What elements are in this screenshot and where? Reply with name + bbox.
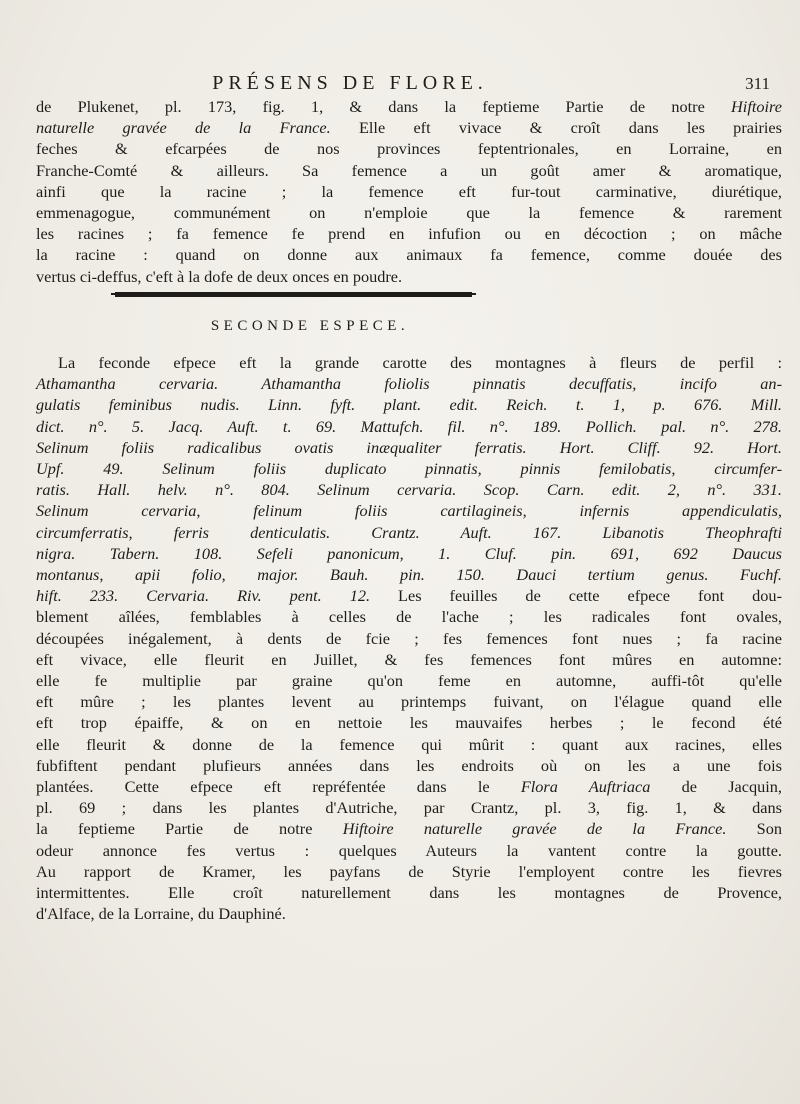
text-run-italic: montanus, apii folio, major. Bauh. pin. 150. Dauci tertium genus. Fuchf.	[36, 565, 782, 585]
text-run: de Plukenet, pl. 173, fig. 1, & dans la feptieme Partie de notre	[36, 97, 732, 116]
text-line	[36, 352, 782, 373]
text-run-italic: naturelle gravée de la France.	[36, 118, 331, 138]
text-run: pl. 69 ; dans les plantes d'Autriche, par Crantz, pl. 3, fig. 1, & dans	[36, 798, 782, 818]
text-line: les racines ; fa femence fe prend en infufion ou en décoction ; on mâche	[36, 224, 782, 244]
text-run: eft mûre ; les plantes levent au printemps fuivant, on l'élague quand elle	[36, 692, 782, 712]
paragraph-first	[36, 96, 782, 287]
text-run: La feconde efpece eft la grande carotte des montagnes à fleurs de perfil :	[58, 353, 782, 372]
text-run: elle fe multiplie par graine qu'on feme en automne, auffi-tôt qu'elle	[36, 671, 782, 691]
text-line	[36, 500, 782, 521]
text-line	[36, 670, 782, 691]
section-divider-rule	[115, 292, 472, 297]
text-line	[36, 564, 782, 585]
text-run: de Jacquin,	[650, 777, 782, 797]
text-line: la racine : quand on donne aux animaux fa femence, comme douée des	[36, 245, 782, 265]
text-run-italic: Flora Auftriaca	[520, 777, 651, 797]
text-run: découpées inégalement, à dents de fcie ; fes femences font nues ; fa racine	[36, 628, 782, 648]
text-line	[36, 628, 782, 649]
text-line	[36, 416, 782, 437]
text-run: fubfiftent pendant plufieurs années dans les endroits où on les a une fois	[36, 755, 782, 775]
text-run: blement aîlées, femblables à celles de l'ache ; les radicales font ovales,	[36, 607, 782, 627]
text-line	[36, 861, 782, 882]
text-line	[36, 712, 782, 733]
text-line: ainfi que la racine ; la femence eft fur-tout carminative, diurétique,	[36, 181, 782, 201]
text-line	[36, 691, 782, 712]
text-line	[36, 458, 782, 479]
text-line	[36, 437, 782, 458]
text-line	[36, 818, 782, 839]
text-line: vertus ci-deffus, c'eft à la dofe de deux onces en poudre.	[36, 266, 403, 286]
text-run-italic: circumferratis, ferris denticulatis. Crantz. Auft. 167. Libanotis Theophrafti	[36, 522, 782, 542]
text-run-italic: Athamantha cervaria. Athamantha foliolis pinnatis decuffatis, incifo an-	[36, 374, 782, 394]
text-line	[36, 479, 782, 500]
text-line	[36, 840, 782, 861]
text-run: elle fleurit & donne de la femence qui mûrit : quant aux racines, elles	[36, 734, 782, 754]
page-number: 311	[745, 74, 770, 93]
text-run-italic: Selinum cervaria, felinum foliis cartilagineis, infernis appendiculatis,	[36, 501, 782, 521]
text-run: plantées. Cette efpece eft repréfentée dans le	[36, 777, 521, 797]
text-line	[36, 755, 782, 776]
text-line	[36, 903, 782, 924]
text-run-italic: Selinum foliis radicalibus ovatis inæqualiter ferratis. Hort. Cliff. 92. Hort.	[36, 437, 782, 457]
section-heading: SECONDE ESPECE.	[210, 318, 410, 334]
text-line	[36, 96, 782, 117]
text-run-italic: Hiftoire naturelle gravée de la France.	[342, 819, 727, 839]
page-header	[40, 72, 770, 96]
text-line: Franche-Comté & ailleurs. Sa femence a un goût amer & aromatique,	[36, 160, 782, 180]
text-line	[36, 394, 782, 415]
text-line	[36, 373, 782, 394]
paragraph-seconde-espece	[36, 352, 782, 924]
text-line	[36, 649, 782, 670]
text-run: odeur annonce fes vertus : quelques Auteurs la vantent contre la goutte.	[36, 840, 782, 860]
text-line: feches & efcarpées de nos provinces feptentrionales, en Lorraine, en	[36, 139, 782, 159]
text-line	[36, 585, 782, 606]
text-run: Son	[726, 819, 782, 839]
text-line	[36, 776, 782, 797]
text-run: d'Alface, de la Lorraine, du Dauphiné.	[36, 904, 286, 924]
text-line: emmenagogue, communément on n'emploie que la femence & rarement	[36, 203, 782, 223]
text-line	[36, 606, 782, 627]
text-line	[36, 522, 782, 543]
text-run-italic: Upf. 49. Selinum foliis duplicato pinnatis, pinnis femilobatis, circumfer-	[36, 459, 782, 479]
text-run: la feptieme Partie de notre	[36, 819, 343, 839]
text-run: intermittentes. Elle croît naturellement dans les montagnes de Provence,	[36, 883, 782, 903]
text-run-italic: nigra. Tabern. 108. Sefeli panonicum, 1. Cluf. pin. 691, 692 Daucus	[36, 543, 782, 563]
text-line	[36, 117, 782, 138]
text-line	[36, 543, 782, 564]
text-run-italic: gulatis feminibus nudis. Linn. fyft. plant. edit. Reich. t. 1, p. 676. Mill.	[36, 395, 782, 415]
text-run-italic: Hiftoire	[731, 97, 782, 116]
text-line	[36, 882, 782, 903]
text-run: eft vivace, elle fleurit en Juillet, & fes femences font mûres en automne:	[36, 649, 782, 669]
text-run-italic: dict. n°. 5. Jacq. Auft. t. 69. Mattufch. fil. n°. 189. Pollich. pal. n°. 278.	[36, 416, 782, 436]
text-run: Elle eft vivace & croît dans les prairies	[330, 118, 782, 138]
text-line	[36, 734, 782, 755]
text-run-italic: ratis. Hall. helv. n°. 804. Selinum cervaria. Scop. Carn. edit. 2, n°. 331.	[36, 480, 782, 500]
running-title: PRÉSENS DE FLORE.	[212, 72, 488, 94]
text-run: Au rapport de Kramer, les payfans de Styrie l'employent contre les fievres	[36, 861, 782, 881]
text-run: eft trop épaiffe, & on en nettoie les mauvaifes herbes ; le fecond été	[36, 713, 782, 733]
text-run-italic: hift. 233. Cervaria. Riv. pent. 12.	[36, 586, 371, 606]
text-run: Les feuilles de cette efpece font dou-	[370, 586, 782, 606]
text-line	[36, 797, 782, 818]
